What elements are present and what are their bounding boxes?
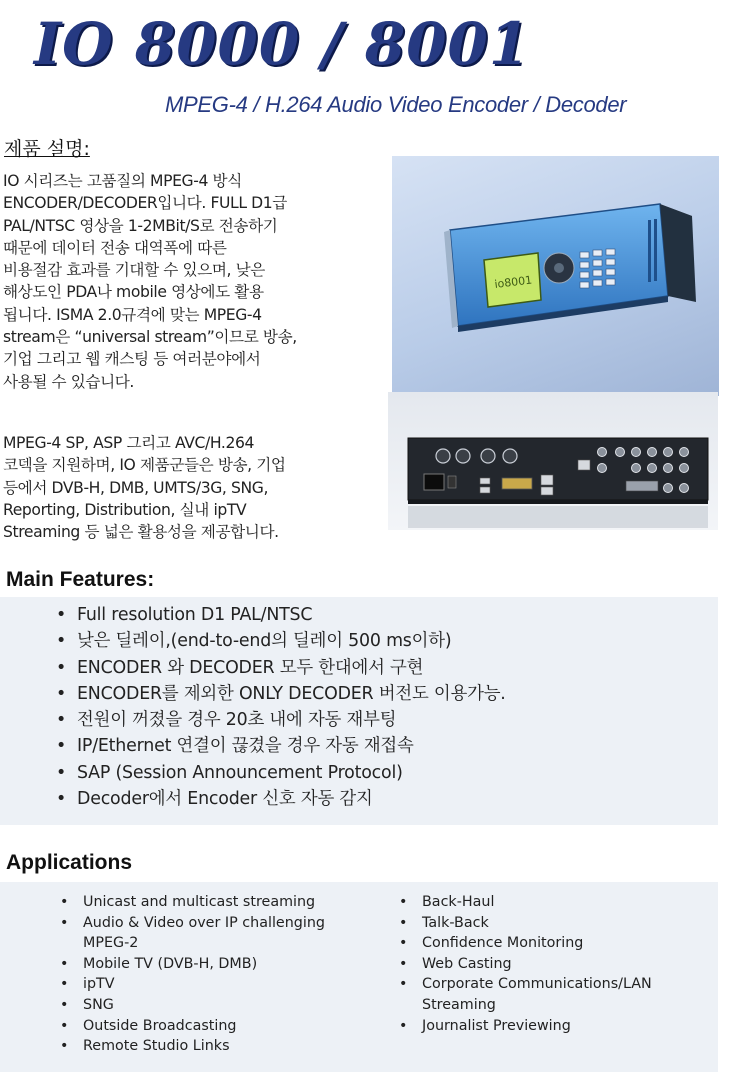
feature-item: • ENCODER 와 DECODER 모두 한대에서 구현 [56,655,506,681]
description-heading: 제품 설명: [4,138,90,160]
power-inlet-icon [424,474,444,490]
application-item: • Outside Broadcasting [58,1016,358,1037]
application-item: • ipTV [58,974,358,995]
feature-item: • 전원이 꺼졌을 경우 20초 내에 자동 재부팅 [56,707,506,733]
application-item: • Back-Haul [397,892,687,913]
applications-list-left [58,892,358,1057]
application-item: • Web Casting [397,954,687,975]
application-item: • Journalist Previewing [397,1016,687,1037]
application-item: • Unicast and multicast streaming [58,892,358,913]
features-heading: Main Features: [6,568,155,591]
application-item: • Audio & Video over IP challenging MPEG-2 [58,913,358,954]
applications-box [0,882,718,1072]
applications-heading: Applications [6,851,133,874]
feature-item: • SAP (Session Announcement Protocol) [56,760,506,786]
application-item: • Mobile TV (DVB-H, DMB) [58,954,358,975]
features-box [0,597,718,825]
feature-item: • 낮은 딜레이,(end-to-end의 딜레이 500 ms이하) [56,628,506,654]
application-item: • Talk-Back [397,913,687,934]
feature-item: • Full resolution D1 PAL/NTSC [56,602,506,628]
application-item: • Confidence Monitoring [397,933,687,954]
applications-list-right [397,892,687,1036]
serial-port-icon [502,478,532,489]
application-item: • Remote Studio Links [58,1036,358,1057]
feature-item: • Decoder에서 Encoder 신호 자동 감지 [56,786,506,812]
feature-item: • IP/Ethernet 연결이 끊겼을 경우 자동 재접속 [56,733,506,759]
lcd-display-text: io8001 [493,273,533,291]
product-title: IO 8000 / 8001 [34,10,531,78]
feature-item: • ENCODER를 제외한 ONLY DECODER 버전도 이용가능. [56,681,506,707]
description-paragraph-2: MPEG-4 SP, ASP 그리고 AVC/H.264 코덱을 지원하며, IO 제품군들은 방송, 기업 등에서 DVB-H, DMB, UMTS/3G, SNG, Reporting, Distribution, 실내 ipTV Streaming 등 넓은 활용성을 제공합니다. [3,434,286,542]
description-paragraph-1: IO 시리즈는 고품질의 MPEG-4 방식 ENCODER/DECODER입니다. FULL D1급 PAL/NTSC 영상을 1-2MBit/S로 전송하기 때문에 데이터 전송 대역폭에 따른 비용절감 효과를 기대할 수 있으며, 낮은 해상도인 PDA나 mobile 영상에도 활용 됩니다. ISMA 2.0규격에 맞는 MPEG-4 stream은 “universal stream”이므로 방송, 기업 그리고 웹 캐스팅 등 여러분야에서 사용될 수 있습니다. [3,172,297,391]
application-item: • SNG [58,995,358,1016]
features-list [56,602,506,812]
device-rear-photo [388,392,718,530]
product-subtitle: MPEG-4 / H.264 Audio Video Encoder / Decoder [165,92,627,117]
device-front-photo [392,156,719,396]
application-item: • Corporate Communications/LAN Streaming [397,974,687,1015]
